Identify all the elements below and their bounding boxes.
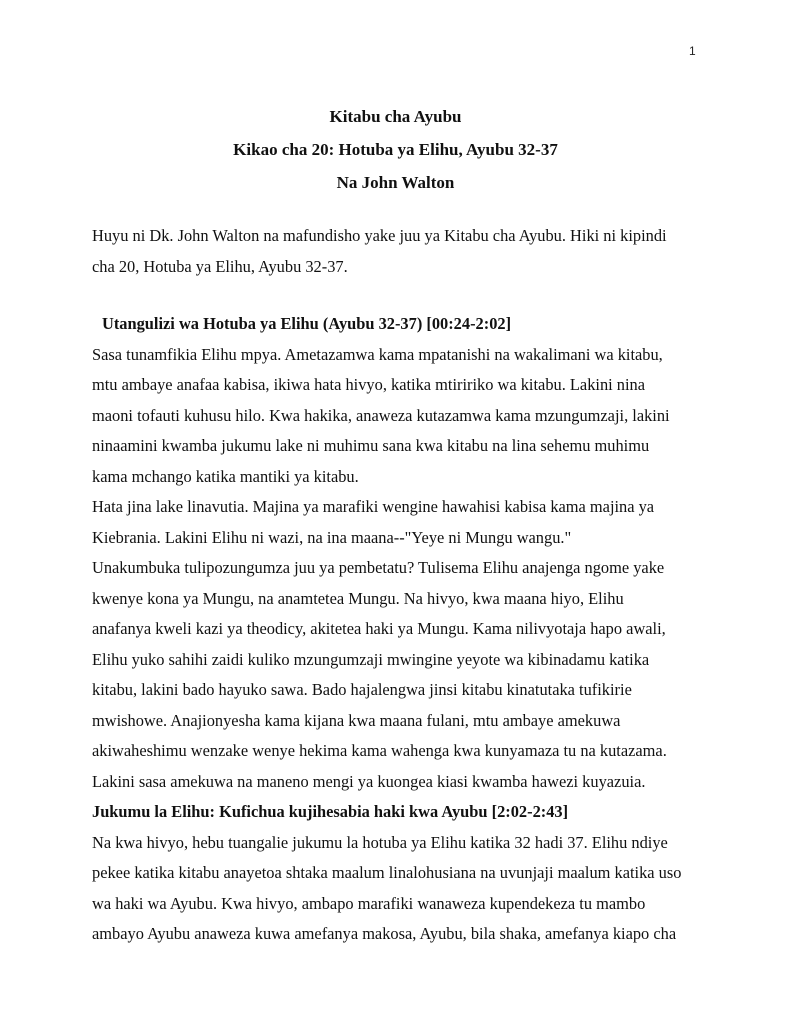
document-subtitle: Kikao cha 20: Hotuba ya Elihu, Ayubu 32-37 [233, 140, 558, 159]
paragraph-line: kama mchango katika mantiki ya kitabu. [92, 466, 359, 486]
intro-paragraph [92, 221, 712, 282]
paragraph-line: akiwaheshimu wenzake wenye hekima kama wahenga kwa kunyamaza tu na kutazama. [92, 741, 667, 760]
paragraph-line: Kiebrania. Lakini Elihu ni wazi, na ina maana--"Yeye ni Mungu wangu." [92, 527, 572, 547]
paragraph-line: Hata jina lake linavutia. Majina ya marafiki wengine hawahisi kabisa kama majina ya [92, 497, 655, 516]
paragraph-line: kitabu, lakini bado hayuko sawa. Bado hajalengwa jinsi kitabu kinatutaka tufikirie [92, 680, 632, 699]
document-title: Kitabu cha Ayubu [329, 107, 462, 126]
paragraph-line: mtu ambaye anafaa kabisa, ikiwa hata hivyo, katika mtiririko wa kitabu. Lakini nina [92, 375, 646, 394]
intro-line: cha 20, Hotuba ya Elihu, Ayubu 32-37. [92, 256, 348, 276]
paragraph-line: wa haki wa Ayubu. Kwa hivyo, ambapo marafiki wanaweza kupendekeza tu mambo [92, 893, 646, 913]
paragraph [92, 828, 712, 950]
paragraph-line: Unakumbuka tulipozungumza juu ya pembetatu? Tulisema Elihu anajenga ngome yake [92, 558, 665, 577]
paragraph-line: ambayo Ayubu anaweza kuwa amefanya makosa, Ayubu, bila shaka, amefanya kiapo cha [92, 924, 677, 943]
paragraph [92, 492, 712, 797]
paragraph-line: pekee katika kitabu anayetoa shtaka maalum linalohusiana na uvunjaji maalum katika uso [92, 863, 682, 882]
document-author: Na John Walton [336, 173, 455, 192]
paragraph-line: anafanya kweli kazi ya theodicy, akitetea haki ya Mungu. Kama nilivyotaja hapo awali, [92, 619, 666, 638]
title-block [0, 100, 791, 199]
paragraph-line: mwishowe. Anajionyesha kama kijana kwa maana fulani, mtu ambaye amekuwa [92, 710, 621, 730]
paragraph [92, 340, 712, 493]
paragraph-line: Sasa tunamfikia Elihu mpya. Ametazamwa kama mpatanishi na wakalimani wa kitabu, [92, 344, 663, 364]
body-text [92, 309, 712, 950]
section-heading: Jukumu la Elihu: Kufichua kujihesabia haki kwa Ayubu [2:02-2:43] [92, 802, 569, 821]
page-number: 1 [689, 44, 696, 58]
section-heading: Utangulizi wa Hotuba ya Elihu (Ayubu 32-37) [00:24-2:02] [102, 314, 512, 333]
paragraph-line: ninaamini kwamba jukumu lake ni muhimu sana kwa kitabu na lina sehemu muhimu [92, 436, 650, 455]
paragraph-line: kwenye kona ya Mungu, na anamtetea Mungu. Na hivyo, kwa maana hiyo, Elihu [92, 588, 624, 608]
paragraph-line: Na kwa hivyo, hebu tuangalie jukumu la hotuba ya Elihu katika 32 hadi 37. Elihu ndiye [92, 832, 668, 852]
intro-line: Huyu ni Dk. John Walton na mafundisho yake juu ya Kitabu cha Ayubu. Hiki ni kipindi [92, 226, 667, 245]
paragraph-line: Elihu yuko sahihi zaidi kuliko mzungumzaji mwingine yeyote wa kibinadamu katika [92, 649, 650, 669]
paragraph-line: maoni tofauti kuhusu hilo. Kwa hakika, anaweza kutazamwa kama mzungumzaji, lakini [92, 405, 670, 425]
paragraph-line: Lakini sasa amekuwa na maneno mengi ya kuongea kiasi kwamba hawezi kuyazuia. [92, 771, 646, 791]
